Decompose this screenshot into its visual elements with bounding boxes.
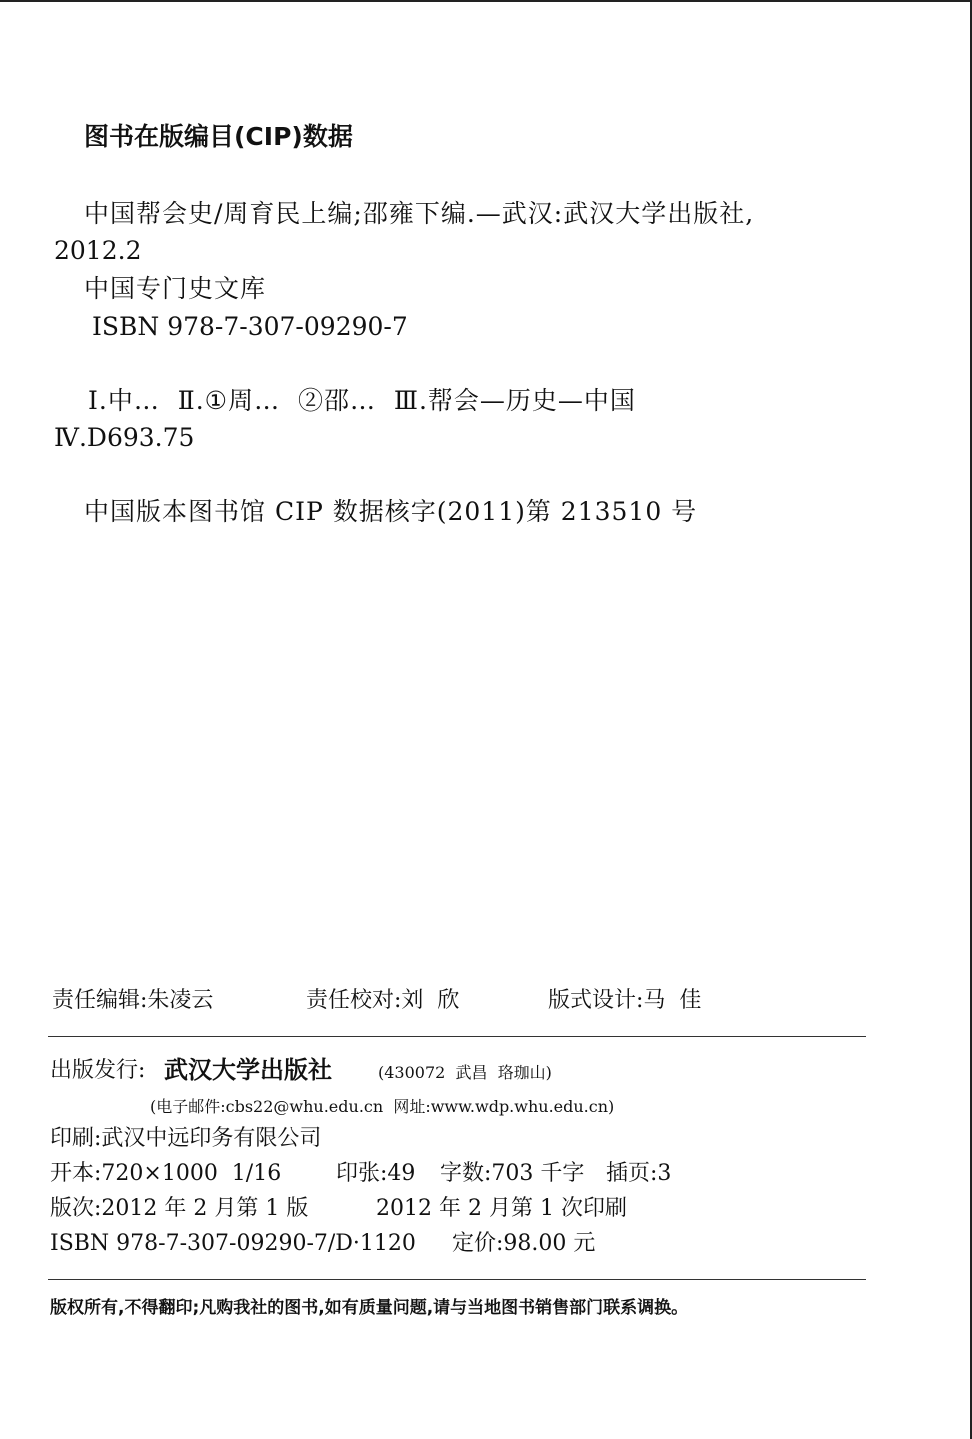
credit-editor: 责任编辑:朱凌云: [52, 988, 214, 1013]
plates: 插页:3: [606, 1161, 672, 1186]
printer: 印刷:武汉中远印务有限公司: [50, 1126, 322, 1151]
format: 开本:720×1000 1/16: [50, 1161, 282, 1186]
word-count: 字数:703 千字: [440, 1161, 585, 1186]
publisher-contact: (电子邮件:cbs22@whu.edu.cn 网址:www.wdp.whu.edu.cn): [150, 1097, 615, 1116]
divider-bottom: [48, 1279, 866, 1280]
sheets: 印张:49: [336, 1161, 416, 1186]
cip-bibliographic-line: 中国帮会史/周育民上编;邵雍下编.—武汉:武汉大学出版社,: [84, 199, 755, 228]
credit-designer: 版式设计:马 佳: [548, 988, 702, 1013]
cip-isbn: ISBN 978-7-307-09290-7: [92, 312, 408, 341]
edition: 版次:2012 年 2 月第 1 版: [50, 1196, 309, 1221]
publisher-name: 武汉大学出版社: [164, 1056, 332, 1084]
isbn-full: ISBN 978-7-307-09290-7/D·1120: [50, 1231, 416, 1256]
cip-date: 2012.2: [54, 236, 142, 265]
divider-top: [48, 1036, 866, 1037]
cip-class-number: Ⅳ.D693.75: [54, 423, 195, 452]
page-border-top: [0, 0, 972, 2]
publisher-address: (430072 武昌 珞珈山): [378, 1063, 552, 1082]
printing: 2012 年 2 月第 1 次印刷: [376, 1196, 627, 1221]
cip-record-number: 中国版本图书馆 CIP 数据核字(2011)第 213510 号: [84, 497, 698, 526]
price: 定价:98.00 元: [452, 1231, 596, 1256]
copyright-notice: 版权所有,不得翻印;凡购我社的图书,如有质量问题,请与当地图书销售部门联系调换。: [50, 1298, 689, 1318]
publisher-label: 出版发行:: [50, 1058, 146, 1083]
credit-proofreader: 责任校对:刘 欣: [306, 988, 460, 1013]
cip-title: 图书在版编目(CIP)数据: [84, 122, 353, 151]
cip-classification: Ⅰ.中… Ⅱ.①周… ②邵… Ⅲ.帮会—历史—中国: [88, 386, 636, 415]
cip-series: 中国专门史文库: [84, 274, 267, 303]
